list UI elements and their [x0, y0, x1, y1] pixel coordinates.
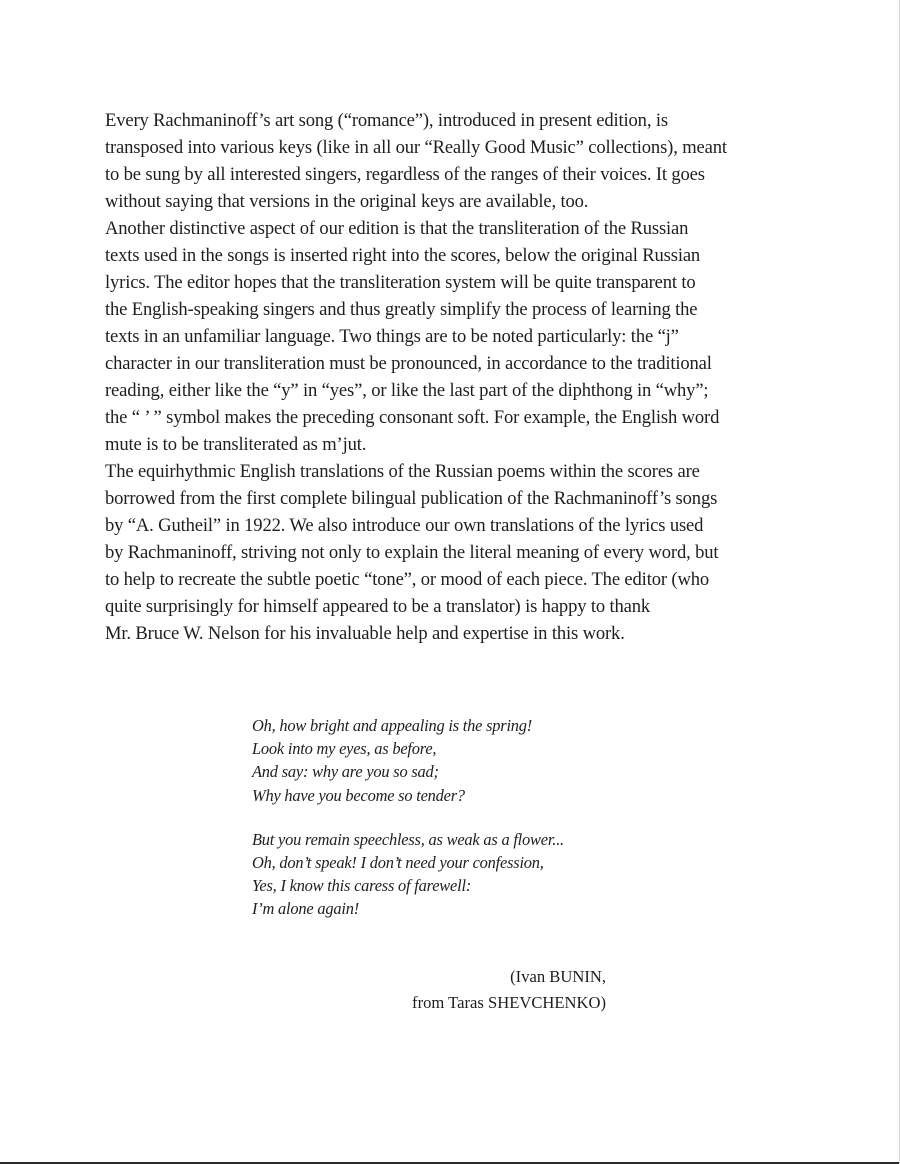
poem-verse: Why have you become so tender? [252, 785, 465, 805]
text-line: character in our transliteration must be pronounced, in accordance to the traditional [105, 353, 712, 374]
text-line: to help to recreate the subtle poetic “tone”, or mood of each piece. The editor (who [105, 569, 710, 590]
text-line: borrowed from the first complete bilingual publication of the Rachmaninoff’s songs [105, 488, 718, 509]
text-line: Mr. Bruce W. Nelson for his invaluable help and expertise in this work. [105, 623, 625, 644]
text-line: the English-speaking singers and thus greatly simplify the process of learning the [105, 299, 698, 320]
text-line: texts used in the songs is inserted right into the scores, below the original Russian [105, 245, 701, 266]
poem-verse: Oh, don’t speak! I don’t need your confession, [252, 853, 544, 873]
poem-translation [252, 714, 672, 921]
poem-verse: Oh, how bright and appealing is the spring! [252, 716, 533, 735]
text-line: Another distinctive aspect of our edition is that the transliteration of the Russian [105, 218, 689, 239]
text-line: lyrics. The editor hopes that the transliteration system will be quite transparent to [105, 272, 696, 293]
text-line: texts in an unfamiliar language. Two things are to be noted particularly: the “j” [105, 326, 679, 347]
poem-verse: I’m alone again! [252, 899, 359, 919]
poem-verse: But you remain speechless, as weak as a flower... [252, 829, 564, 849]
text-line: mute is to be transliterated as m’jut. [105, 434, 367, 455]
poem-verse: Look into my eyes, as before, [252, 739, 437, 759]
attribution-author: (Ivan BUNIN, [510, 967, 606, 986]
attribution-source: from Taras SHEVCHENKO) [412, 993, 606, 1012]
text-line: transposed into various keys (like in all our “Really Good Music” collections), meant [105, 137, 727, 158]
poem-stanza-2 [252, 828, 672, 921]
text-line: without saying that versions in the original keys are available, too. [105, 191, 589, 212]
text-line: The equirhythmic English translations of the Russian poems within the scores are [105, 461, 700, 482]
text-line: quite surprisingly for himself appeared to be a translator) is happy to thank [105, 596, 651, 617]
poem-attribution [330, 964, 606, 1016]
poem-stanza-1 [252, 714, 672, 807]
poem-verse: Yes, I know this caress of farewell: [252, 876, 472, 896]
text-line: to be sung by all interested singers, regardless of the ranges of their voices. It goes [105, 164, 705, 185]
poem-verse: And say: why are you so sad; [252, 762, 439, 782]
preface-text [105, 107, 805, 647]
text-line: Every Rachmaninoff’s art song (“romance”), introduced in present edition, is [105, 110, 668, 131]
text-line: by “A. Gutheil” in 1922. We also introduce our own translations of the lyrics used [105, 515, 704, 536]
text-line: reading, either like the “y” in “yes”, or like the last part of the diphthong in “why”; [105, 380, 709, 401]
text-line: the “ ’ ” symbol makes the preceding consonant soft. For example, the English word [105, 407, 720, 428]
text-line: by Rachmaninoff, striving not only to explain the literal meaning of every word, but [105, 542, 719, 563]
